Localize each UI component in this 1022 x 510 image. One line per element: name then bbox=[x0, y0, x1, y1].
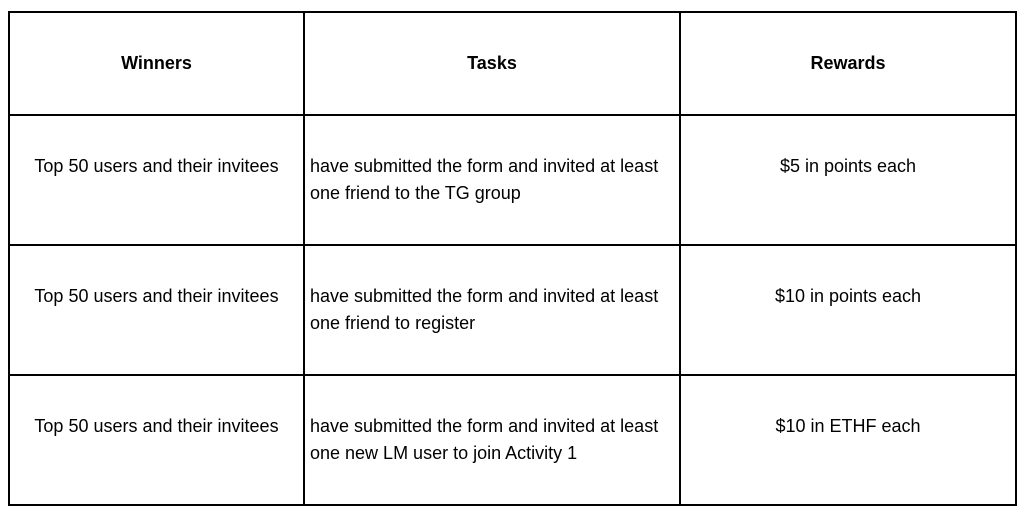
winners-cell: Top 50 users and their invitees bbox=[9, 245, 304, 375]
column-header-rewards: Rewards bbox=[680, 12, 1016, 115]
rewards-cell: $10 in ETHF each bbox=[680, 375, 1016, 505]
tasks-cell: have submitted the form and invited at least one friend to register bbox=[304, 245, 680, 375]
rewards-cell: $10 in points each bbox=[680, 245, 1016, 375]
table-row bbox=[9, 375, 1016, 505]
rewards-cell: $5 in points each bbox=[680, 115, 1016, 245]
tasks-cell: have submitted the form and invited at least one new LM user to join Activity 1 bbox=[304, 375, 680, 505]
table-row bbox=[9, 115, 1016, 245]
rewards-table bbox=[8, 11, 1017, 506]
header-row bbox=[9, 12, 1016, 115]
winners-cell: Top 50 users and their invitees bbox=[9, 115, 304, 245]
tasks-cell: have submitted the form and invited at least one friend to the TG group bbox=[304, 115, 680, 245]
column-header-tasks: Tasks bbox=[304, 12, 680, 115]
table-row bbox=[9, 245, 1016, 375]
column-header-winners: Winners bbox=[9, 12, 304, 115]
winners-cell: Top 50 users and their invitees bbox=[9, 375, 304, 505]
